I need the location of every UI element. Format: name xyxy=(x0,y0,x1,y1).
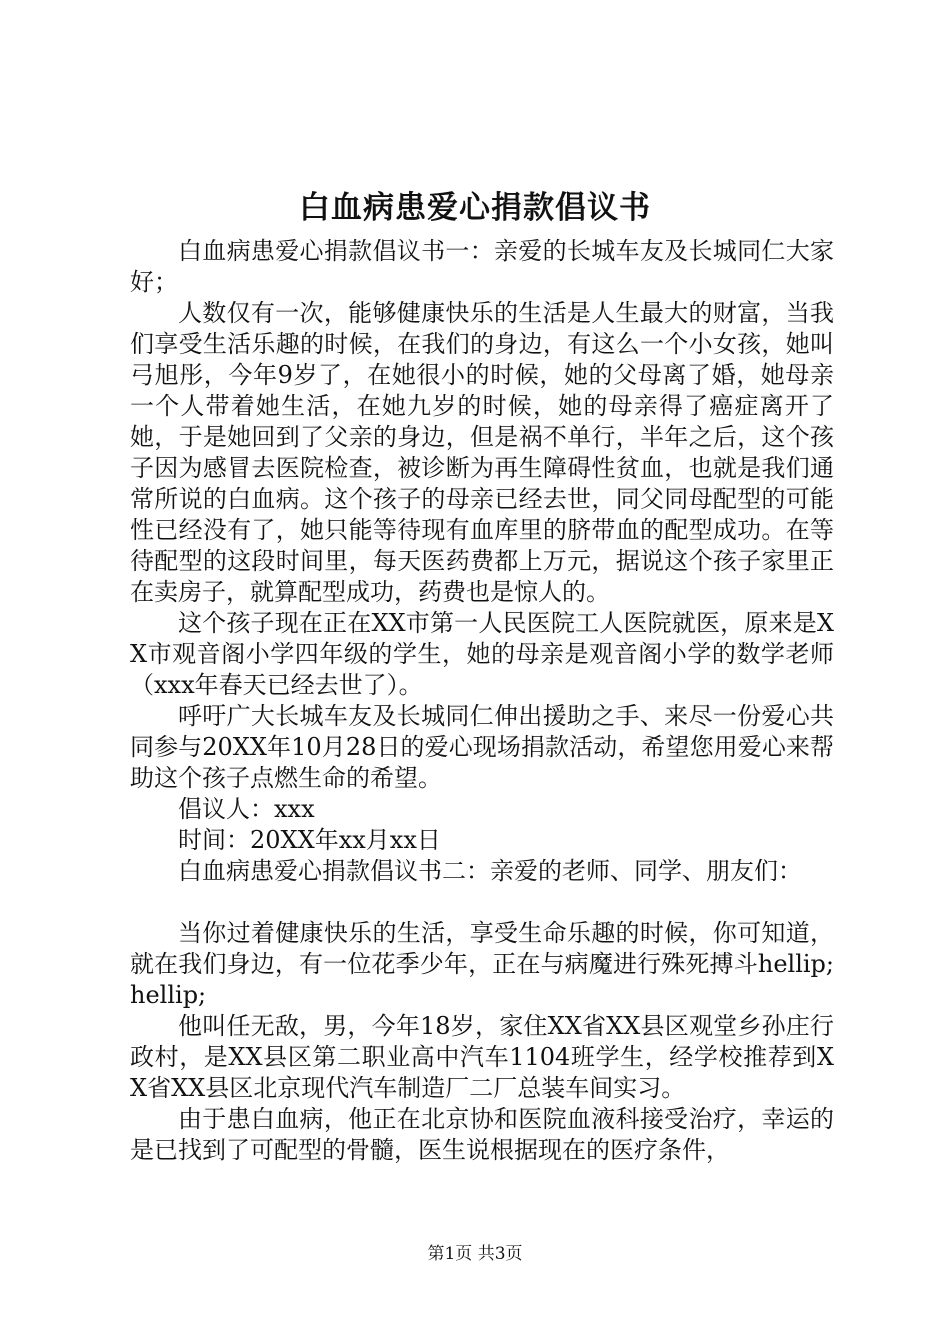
paragraph-patient-info: 他叫任无敌，男，今年18岁，家住XX省XX县区观堂乡孙庄行政村，是XX县区第二职业高中汽车1104班学生，经学校推荐到XX省XX县区北京现代汽车制造厂二厂总装车间实习。 xyxy=(130,1012,834,1102)
document-body xyxy=(130,236,834,1166)
page-footer: 第1页 共3页 xyxy=(427,1244,523,1264)
document-title: 白血病患爱心捐款倡议书 xyxy=(299,190,651,226)
paragraph-appeal: 呼吁广大长城车友及长城同仁伸出援助之手、来尽一份爱心共同参与20XX年10月28日的爱心现场捐款活动，希望您用爱心来帮助这个孩子点燃生命的希望。 xyxy=(130,702,834,792)
paragraph-treatment: 由于患白血病，他正在北京协和医院血液科接受治疗，幸运的是已找到了可配型的骨髓，医生说根据现在的医疗条件， xyxy=(130,1105,834,1164)
paragraph-intro: 当你过着健康快乐的生活，享受生命乐趣的时候，你可知道，就在我们身边，有一位花季少年，正在与病魔进行殊死搏斗hellip;hellip; xyxy=(130,919,834,1009)
paragraph-story: 人数仅有一次，能够健康快乐的生活是人生最大的财富，当我们享受生活乐趣的时候，在我们的身边，有这么一个小女孩，她叫弓旭彤，今年9岁了，在她很小的时候，她的父母离了婚，她母亲一个人带着她生活，在她九岁的时候，她的母亲得了癌症离开了她，于是她回到了父亲的身边，但是祸不单行，半年之后，这个孩子因为感冒去医院检查，被诊断为再生障碍性贫血，也就是我们通常所说的白血病。这个孩子的母亲已经去世，同父同母配型的可能性已经没有了，她只能等待现有血库里的脐带血的配型成功。在等待配型的这段时间里，每天医药费都上万元，据说这个孩子家里正在卖房子，就算配型成功，药费也是惊人的。 xyxy=(130,299,834,606)
paragraph-letter-two-greeting: 白血病患爱心捐款倡议书二：亲爱的老师、同学、朋友们： xyxy=(178,857,802,885)
paragraph-date: 时间：20XX年xx月xx日 xyxy=(178,826,441,854)
paragraph-initiator: 倡议人：xxx xyxy=(178,795,315,823)
paragraph-hospital: 这个孩子现在正在XX市第一人民医院工人医院就医，原来是XX市观音阁小学四年级的学生，她的母亲是观音阁小学的数学老师（xxx年春天已经去世了）。 xyxy=(130,609,834,699)
paragraph-letter-one-greeting: 白血病患爱心捐款倡议书一：亲爱的长城车友及长城同仁大家好； xyxy=(130,237,834,296)
